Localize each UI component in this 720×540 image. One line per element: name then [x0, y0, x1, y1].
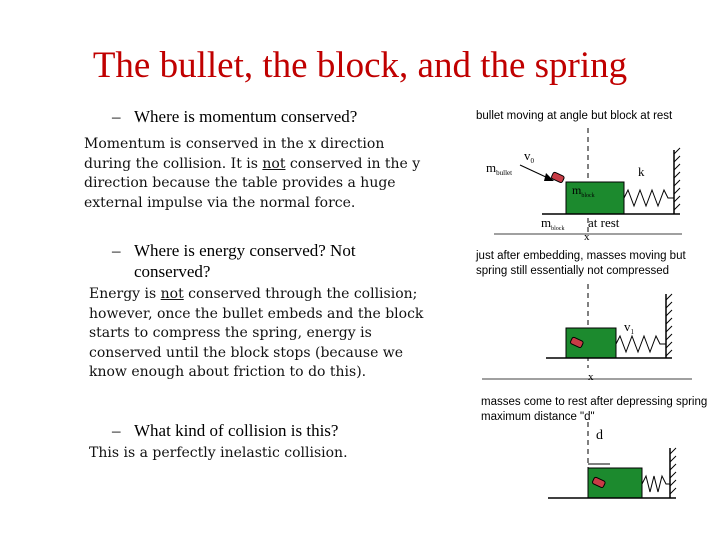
- wall-hatching: [670, 448, 676, 494]
- m-block-inner-label: $m_{block}$: [572, 183, 595, 199]
- m-bullet-label: $m_{bullet}$: [486, 160, 513, 177]
- question-energy: [112, 240, 442, 282]
- x-label: x: [588, 371, 594, 383]
- spring: [616, 336, 666, 352]
- diagram1: [470, 120, 710, 245]
- question-energy-line1: Where is energy conserved? Not: [134, 241, 356, 260]
- wall-hatching: [666, 294, 672, 356]
- v0-label: $v_0$: [524, 148, 534, 165]
- k-label: k: [638, 164, 645, 179]
- answer-energy-text-2: conserved through the collision; however, once the bullet embeds and the block starts to compress the spring, energy is conserved until the block stops (because we know enough about friction to do this).: [89, 286, 424, 380]
- slide-title: The bullet, the block, and the spring: [92, 45, 628, 86]
- diagram2-caption: just after embedding, masses moving but spring still essentially not compressed: [476, 250, 686, 277]
- spring: [642, 476, 670, 492]
- answer-momentum-emphasis: not: [262, 155, 286, 172]
- answer-momentum-text-1: Momentum is conserved in the x direction during the collision. It is: [84, 136, 385, 172]
- question-collision-text: What kind of collision is this?: [134, 421, 339, 440]
- question-collision: [112, 420, 442, 441]
- answer-momentum-text-2: conserved in the y direction because the table provides a huge external impulse via the normal force.: [84, 155, 421, 211]
- answer-energy-text-1: Energy is: [89, 286, 161, 302]
- trajectory-line: [520, 165, 548, 178]
- bullet-dash: –: [112, 421, 121, 440]
- answer-collision: This is a perfectly inelastic collision.: [89, 445, 348, 461]
- question-momentum-text: Where is momentum conserved?: [134, 107, 358, 126]
- diagram2: [470, 280, 710, 385]
- x-label: x: [584, 231, 590, 243]
- d-label: d: [596, 428, 603, 443]
- question-energy-line2: conserved?: [134, 262, 211, 281]
- wall-hatching: [674, 148, 680, 210]
- diagram3-caption: masses come to rest after depressing spring maximum distance "d": [481, 396, 708, 423]
- answer-energy: [89, 285, 429, 383]
- diagram3: [470, 420, 710, 532]
- spring: [624, 190, 674, 206]
- m-block-label: $m_{block}$: [541, 215, 565, 232]
- v1-label: $v_1$: [624, 319, 634, 336]
- bullet-dash: –: [112, 107, 121, 126]
- answer-energy-emphasis: not: [160, 286, 184, 302]
- diagram1-caption: bullet moving at angle but block at rest: [476, 110, 673, 122]
- bullet-icon: [551, 172, 565, 183]
- bullet-dash: –: [112, 241, 121, 260]
- answer-momentum: [84, 135, 424, 213]
- at-rest-label: at rest: [588, 215, 620, 230]
- question-momentum: [112, 106, 442, 127]
